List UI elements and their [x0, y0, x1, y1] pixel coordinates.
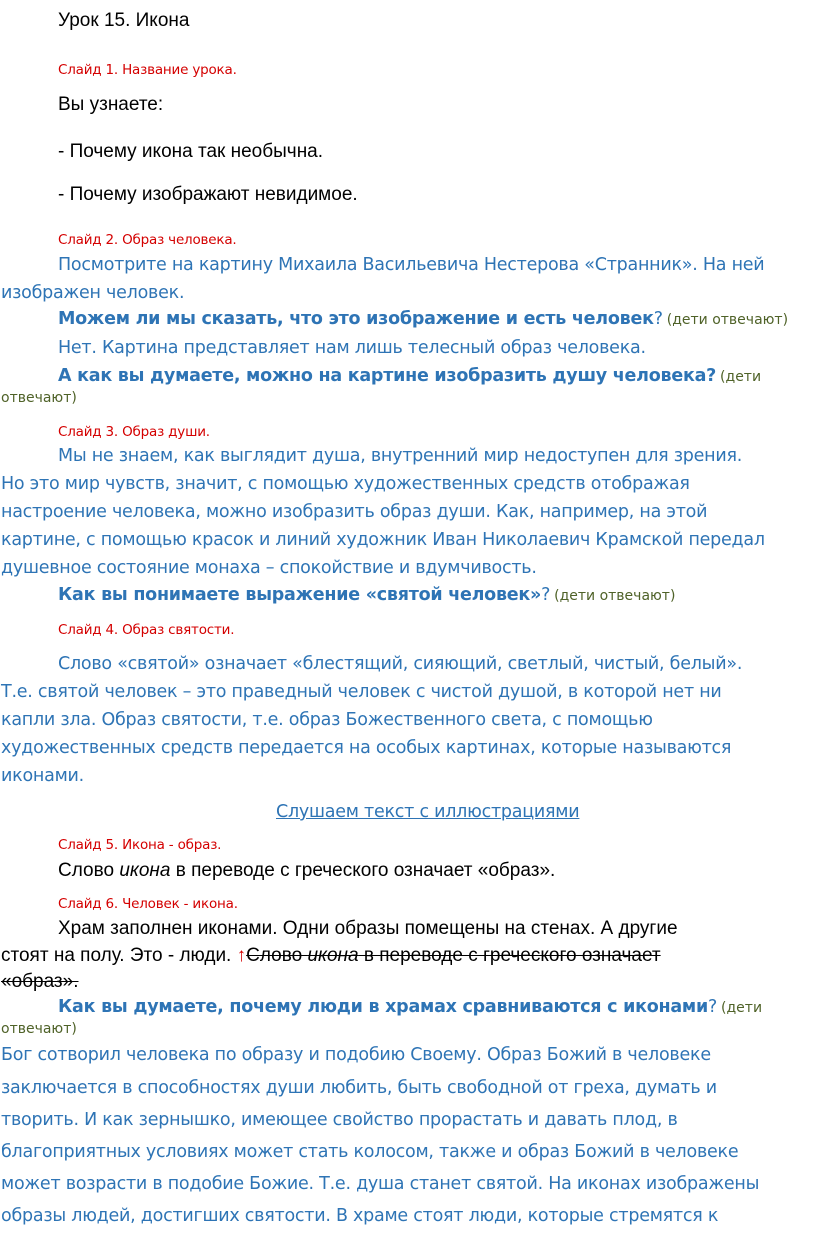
paragraph-line: благоприятных условиях может стать колосом, также и образ Божий в человеке [1, 1142, 739, 1162]
question-text: Как вы думаете, почему люди в храмах сравниваются с иконами [58, 997, 708, 1017]
paragraph-line: художественных средств передается на особых картинах, которые называются [1, 738, 732, 758]
question-mark: ? [707, 997, 718, 1017]
icon-definition [58, 860, 555, 882]
question-3 [58, 585, 675, 605]
intro-text: Вы узнаете: [58, 94, 164, 115]
paragraph-line: Бог сотворил человека по образу и подобию Своему. Образ Божий в человеке [1, 1045, 711, 1065]
struck-text: Слово [246, 945, 308, 966]
question-2 [58, 366, 761, 386]
point-1: - Почему икона так необычна. [58, 141, 324, 162]
struck-term: икона [307, 945, 359, 966]
slide-6-label: Слайд 6. Человек - икона. [58, 896, 238, 912]
definition-term: икона [119, 860, 171, 881]
paragraph-line: образы людей, достигших святости. В храме стоят люди, которые стремятся к [1, 1206, 719, 1226]
point-2: - Почему изображают невидимое. [58, 184, 358, 205]
answer-note: отвечают) [1, 1021, 77, 1037]
paragraph-line: душевное состояние монаха – спокойствие и вдумчивость. [1, 558, 537, 578]
question-text: А как вы думаете, можно на картине изобразить душу человека? [58, 366, 717, 386]
lesson-title: Урок 15. Икона [58, 10, 190, 31]
paragraph-line: Посмотрите на картину Михаила Васильевича Нестерова «Странник». На ней [58, 255, 765, 275]
struck-text: в переводе с греческого означает [358, 945, 661, 966]
definition-text: в переводе с греческого означает «образ». [170, 860, 556, 881]
up-arrow-icon: ↑ [236, 945, 247, 966]
paragraph-line: Т.е. святой человек – это праведный человек с чистой душой, в которой нет ни [1, 682, 722, 702]
paragraph-line: капли зла. Образ святости, т.е. образ Божественного света, с помощью [1, 710, 653, 730]
section-heading: Слушаем текст с иллюстрациями [276, 802, 580, 822]
slide-5-label: Слайд 5. Икона - образ. [58, 837, 222, 853]
paragraph-line: заключается в способностях души любить, быть свободной от греха, думать и [1, 1078, 717, 1098]
answer-note: (дети [721, 1000, 763, 1016]
answer-note: (дети отвечают) [554, 588, 676, 604]
slide-2-label: Слайд 2. Образ человека. [58, 232, 237, 248]
slide-4-label: Слайд 4. Образ святости. [58, 622, 235, 638]
paragraph-line: может возрасти в подобие Божие. Т.е. душа станет святой. На иконах изображены [1, 1174, 760, 1194]
paragraph-line: иконами. [1, 766, 84, 786]
paragraph-line: Но это мир чувств, значит, с помощью художественных средств отображая [1, 474, 690, 494]
struck-text: «образ». [1, 971, 79, 992]
paragraph-line: Храм заполнен иконами. Одни образы помещены на стенах. А другие [58, 918, 678, 939]
paragraph-line-with-strike [1, 945, 661, 967]
paragraph-line: Мы не знаем, как выглядит душа, внутренний мир недоступен для зрения. [58, 446, 743, 466]
question-mark: ? [541, 585, 551, 605]
paragraph-line: Слово «святой» означает «блестящий, сияющий, светлый, чистый, белый». [58, 654, 743, 674]
question-text: Можем ли мы сказать, что это изображение и есть человек [58, 309, 654, 329]
paragraph-line: творить. И как зернышко, имеющее свойство прорастать и давать плод, в [1, 1110, 678, 1130]
question-4 [58, 997, 762, 1017]
question-mark: ? [653, 309, 663, 329]
answer-note: (дети отвечают) [666, 312, 789, 328]
slide-3-label: Слайд 3. Образ души. [58, 424, 210, 440]
question-text: Как вы понимаете выражение «святой человек» [58, 585, 542, 605]
paragraph-line: картине, с помощью красок и линий художник Иван Николаевич Крамской передал [1, 530, 765, 550]
answer-text: Нет. Картина представляет нам лишь телесный образ человека. [58, 338, 646, 358]
paragraph-text: стоят на полу. Это - люди. [1, 945, 237, 966]
slide-1-label: Слайд 1. Название урока. [58, 62, 237, 78]
answer-note: отвечают) [1, 390, 77, 406]
paragraph-line: изображен человек. [1, 283, 185, 303]
answer-note: (дети [720, 369, 762, 385]
question-1 [58, 309, 788, 329]
paragraph-line: настроение человека, можно изобразить образ души. Как, например, на этой [1, 502, 708, 522]
definition-text: Слово [58, 860, 120, 881]
